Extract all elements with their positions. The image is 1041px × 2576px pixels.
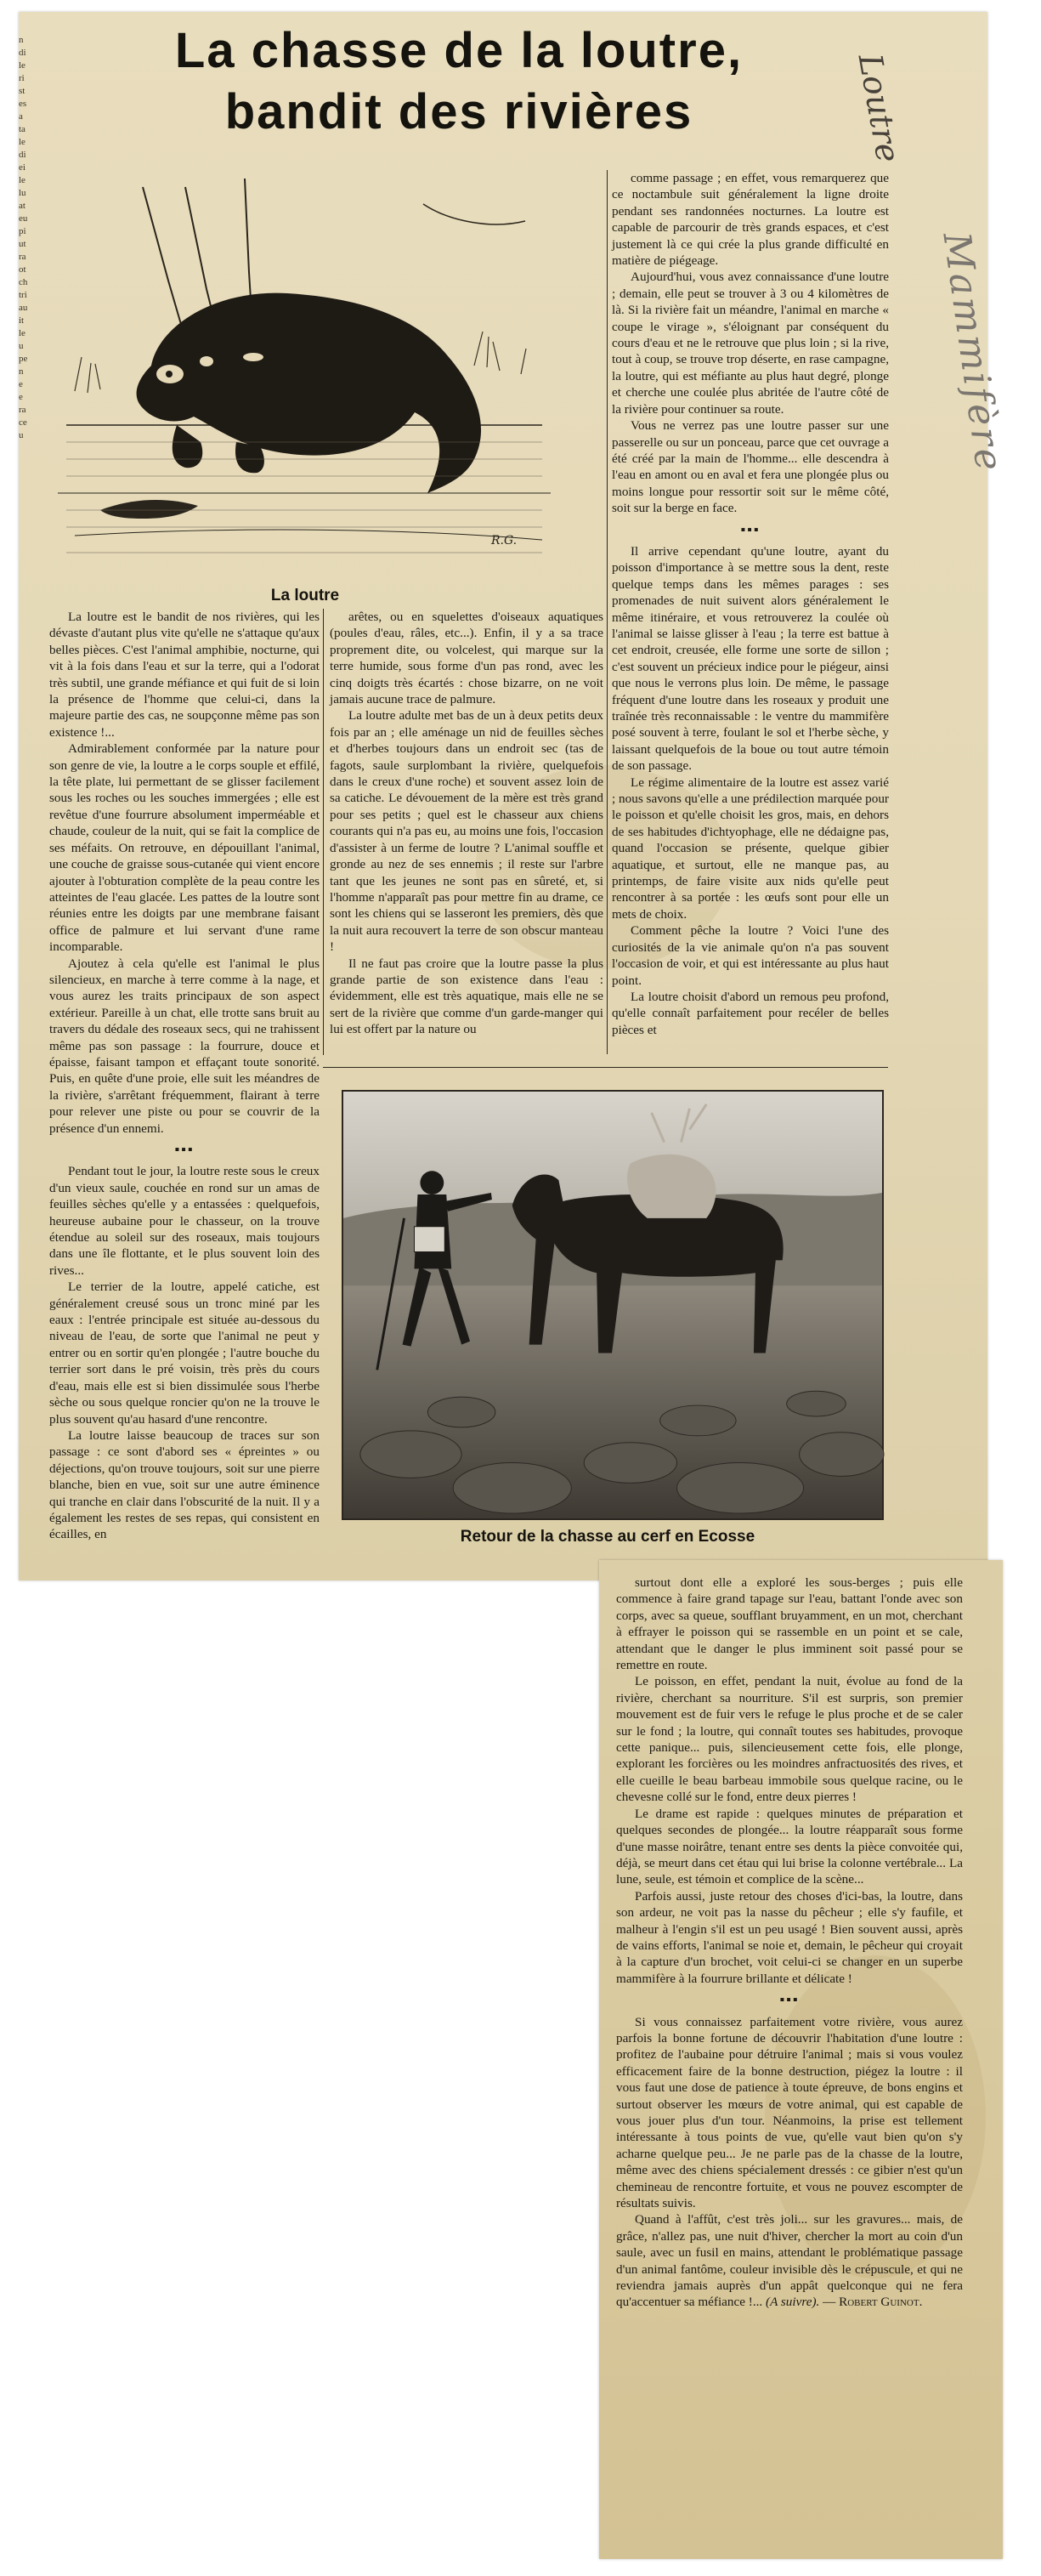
illustration-signature: R.G. xyxy=(491,534,518,548)
edge-fragment: ri xyxy=(19,73,25,83)
paragraph: Comment pêche la loutre ? Voici l'une des curiosités de la vie animale qu'on n'a pas souvent l'occasion de voir, et qui est intéressante au plus haut point. xyxy=(612,923,889,988)
paragraph: Ajoutez à cela qu'elle est l'animal le plus silencieux, en marche à terre comme à la nage, et vous aurez les traits principaux de son aspect extérieur. Pareille à un chat, elle trotte sans bruit au travers du dédale des roseaux secs, qui ne trahissent même pas son passage : la fourrure, douce et épaisse, faisant tampon et effaçant toute sonorité. Puis, en quête d'une proie, elle suit les méandres de la rivière, s'arrêtant fréquemment, flairant à terre pour relever une piste ou pour se couvrir de la présence d'un ennemi. xyxy=(49,956,320,1136)
edge-fragment: ce xyxy=(19,417,27,428)
section-separator: ▪▪▪ xyxy=(740,522,761,537)
edge-fragment: ra xyxy=(19,405,26,415)
hunting-photo xyxy=(342,1090,884,1520)
edge-fragment: st xyxy=(19,86,25,96)
edge-fragment: pi xyxy=(19,226,26,236)
otter-drawing xyxy=(49,170,561,565)
edge-fragment: ra xyxy=(19,252,26,262)
edge-fragment: e xyxy=(19,379,23,389)
edge-fragment: di xyxy=(19,150,26,160)
article-title xyxy=(34,20,884,143)
edge-fragment: le xyxy=(19,60,25,71)
edge-fragment: le xyxy=(19,175,25,185)
paragraph: Il ne faut pas croire que la loutre passe la plus grande partie de son existence dans l'eau : évidemment, elle est très aquatique, mais elle ne se sert de la rivière que comme d'un garde-manger qui lui est offert par la nature ou xyxy=(330,956,603,1037)
article-column-3 xyxy=(612,170,889,1059)
otter-illustration xyxy=(49,170,561,565)
paragraph-text: Quand à l'affût, c'est très joli... sur les gravures... mais, de grâce, n'allez pas, une nuit d'hiver, chercher la mort au coin d'un saule, avec un fusil en mains, attendant le problématique passage d'un animal fantôme, couleur invisible dès le crépuscule, et qui ne reviendra jamais auprès d'un appât quelconque qui ne fera qu'accentuer sa méfiance !... xyxy=(616,2212,963,2310)
clipped-edge-text xyxy=(19,34,32,1479)
edge-fragment: ch xyxy=(19,277,28,287)
photo-image xyxy=(343,1092,882,1518)
title-line-1: La chasse de la loutre, xyxy=(174,23,744,78)
photo-rule xyxy=(323,1067,888,1068)
paragraph: La loutre adulte met bas de un à deux petits deux fois par an ; elle aménage un nid de feuilles sèches et d'herbes toujours dans un endroit sec (tas de fagots, saule surplombant la rivière, quelquefois dans le creux d'une roche) et souvent assez loin de sa catiche. Le dévouement de la mère est très grand pour ses petits ; quel est le chasseur aux chiens courants qui n'a pas eu, au moins une fois, l'occasion d'assister à un ferme de loutre ? L'animal souffle et gronde au nez de ses ennemis ; il reste sur l'arbre tant que les jeunes ne sont pas en sûreté, et, si l'homme n'apparaît pas pour mettre fin au drame, ce sont les chiens qui se lasseront les premiers, dès que la nuit aura recouvert la terre de son obscur manteau ! xyxy=(330,708,603,955)
paragraph: Pendant tout le jour, la loutre reste sous le creux d'un vieux saule, couchée en rond sur un amas de feuilles sèches qu'elle y a entassées : quelquefois, heureuse aubaine pour le chasseur, on la trouve étendue au soleil sur des roseaux, mais toujours dans une île flottante, et le plus souvent loin des rives... xyxy=(49,1164,320,1278)
edge-fragment: ta xyxy=(19,124,25,134)
paragraph: Vous ne verrez pas une loutre passer sur une passerelle ou sur un ponceau, parce que cet ouvrage a été créé par la main de l'homme... elle descendra à l'eau en amont ou en aval et fera une plongée plus ou moins longue pour ressortir soit sur le même côté, soit sur la berge en face. xyxy=(612,418,889,516)
paragraph: comme passage ; en effet, vous remarquerez que ce noctambule suit généralement la ligne droite pendant ses randonnées nocturnes. La loutre est capable de parcourir de très grands espaces, et c'est justement là ce qui crée la plus grande difficulté en matière de piégeage. xyxy=(612,171,889,269)
paragraph: Admirablement conformée par la nature pour son genre de vie, la loutre a le corps souple et effilé, la tête plate, lui permettant de se glisser facilement sous les roches ou les souches immergées ; elle est revêtue d'une fourrure absolument imperméable et chaude, couleur de la nuit, qui se fait la complice de ses méfaits. On retrouve, en dépouillant l'animal, une couche de graisse sous-cutanée qui vient encore ajouter à l'obturation complète de la peau contre les atteintes de l'eau glacée. Les pattes de la loutre sont réunies entre les doigts par une membrane faisant office de palmure et lui servant d'une rame incomparable. xyxy=(49,741,320,955)
paragraph: Il arrive cependant qu'une loutre, ayant du poisson d'importance à se mettre sous la dent, reste quelque temps dans les mêmes parages : ses promenades de nuit suivent alors généralement le même itinéraire, et vous retrouverez la coulée où l'animal se laisse glisser à l'eau ; la terre est battue à cet endroit, creusée, elle forme une sorte de sillon ; c'est souvent un précieux indice pour le piégeur, ainsi que nous le verrons plus loin. De même, le passage fréquent d'une loutre dans les roseaux y produit une traînée très reconnaissable : le ventre du mammifère posé souvent à terre, foulant le sol et l'herbe sèche, y laissant quelquefois de la boue ou tout autre témoin de son passage. xyxy=(612,543,889,774)
edge-fragment: at xyxy=(19,201,25,211)
edge-fragment: u xyxy=(19,430,24,440)
paragraph: Aujourd'hui, vous avez connaissance d'une loutre ; demain, elle peut se trouver à 3 ou 4 kilomètres de là. Si la rivière fait un méandre, l'animal en marche « coupe le virage », s'éloignant par conséquent du cours d'eau et ne le retrouve que plus loin ; si la rive, tout à coup, se trouve trop déserte, en rase campagne, la loutre, qui est méfiante au plus haut degré, plonge et cherche une coulée plus abritée de l'autre côté de la rivière pour continuer sa route. xyxy=(612,270,889,417)
edge-fragment: lu xyxy=(19,188,26,198)
handwritten-note-loutre: Loutre xyxy=(851,51,908,166)
edge-fragment: le xyxy=(19,137,25,147)
photo-caption: Retour de la chasse au cerf en Ecosse xyxy=(460,1528,755,1546)
paragraph: Le poisson, en effet, pendant la nuit, évolue au fond de la rivière, cherchant sa nourriture. S'il est surpris, son premier mouvement est de fuir vers le refuge le plus proche et de se caler sur le fond ; la loutre, qui connaît toutes ses habitudes, provoque cette panique... puis, silencieusement cette fois, elle plonge, explorant les forcières ou les moindres anfractuosités des rives, et elle cueille le beau barbeau immobile sous quelque racine, ou le chevesne collé sur le fond, entre deux pierres ! xyxy=(616,1674,963,1805)
signature-separator: — xyxy=(823,2295,836,2310)
edge-fragment: ut xyxy=(19,239,26,249)
column-rule xyxy=(323,609,324,1055)
paragraph-final xyxy=(616,2211,963,2310)
edge-fragment: pe xyxy=(19,354,28,364)
edge-fragment: le xyxy=(19,328,25,338)
title-line-2: bandit des rivières xyxy=(224,84,693,139)
edge-fragment: e xyxy=(19,392,23,402)
paragraph: La loutre est le bandit de nos rivières, qui les dévaste d'autant plus vite qu'elle ne s'attaque qu'aux belles pièces. C'est l'animal amphibie, nocturne, qui vit à la fois dans l'eau et sur la terre, qui a l'odorat très subtil, une grande méfiance et qui fuit de si loin la présence de l'homme que celui-ci, dans la majeure partie des cas, ne soupçonne même pas son existence !... xyxy=(49,610,320,740)
paragraph: Le régime alimentaire de la loutre est assez varié ; nous savons qu'elle a une prédilection marquée pour le poisson et qu'elle choisit les gros, mais, en dehors de ses habitudes d'ichtyophage, elle ne dédaigne pas, quand l'occasion se présente, quelque gibier aquatique, et surtout, elle ne manque pas, au printemps, de faire visite aux nids qu'elle peut rencontrer à sa portée : les œufs sont pour elle un mets de choix. xyxy=(612,775,889,922)
paragraph: Le drame est rapide : quelques minutes de préparation et quelques secondes de plongée... la loutre réapparaît sous forme d'une masse noirâtre, tenant entre ses dents la pièce convoitée qui, déjà, se meurt dans cet étau qui lui brise la colonne vertébrale... La lune, seule, est témoin et complice de la scène... xyxy=(616,1806,963,1887)
column-rule xyxy=(607,170,608,1054)
edge-fragment: au xyxy=(19,303,28,313)
edge-fragment: ot xyxy=(19,264,26,275)
section-separator: ▪▪▪ xyxy=(779,1993,800,2008)
edge-fragment: di xyxy=(19,48,26,58)
illustration-caption: La loutre xyxy=(270,587,340,604)
edge-fragment: tri xyxy=(19,290,27,300)
edge-fragment: n xyxy=(19,35,24,45)
paragraph: La loutre laisse beaucoup de traces sur son passage : ce sont d'abord ses « épreintes » ou déjections, qu'on trouve toujours, soit sur une pierre blanche, bien en vue, soit sur une autre éminence qui tranche en clair dans l'obscurité de la nuit. Il y a également les restes de ses repas, qui consistent en écailles, en xyxy=(49,1427,320,1542)
section-separator: ▪▪▪ xyxy=(174,1143,195,1157)
paragraph: La loutre choisit d'abord un remous peu profond, qu'elle connaît parfaitement pour recéler de belles pièces et xyxy=(612,989,889,1037)
paragraph: Le terrier de la loutre, appelé catiche, est généralement creusé sous un tronc miné par les eaux : l'entrée principale est située au-dessous du niveau de l'eau, de sorte que l'animal ne peut y entrer ou en sortir qu'en plongée ; l'autre bouche du terrier sort dans le pré voisin, très près du cours d'eau, mais elle est si bien dissimulée sous l'herbe sèche ou sous quelque roncier qu'on ne la trouve le plus souvent qu'au hasard d'une rencontre. xyxy=(49,1279,320,1427)
edge-fragment: a xyxy=(19,111,23,122)
article-column-4 xyxy=(616,1575,963,2552)
handwritten-note-mammifere: Mammifère xyxy=(934,230,1011,476)
edge-fragment: eu xyxy=(19,213,28,224)
article-column-1 xyxy=(49,609,320,1542)
paragraph: Parfois aussi, juste retour des choses d'ici-bas, la loutre, dans son ardeur, ne voit pas la nasse du pêcheur ; elle s'y faufile, et malheur à l'engin s'il est un peu usagé ! Bien souvent aussi, après de vains efforts, l'animal se noie et, demain, le pêcheur qui croyait à la capture d'un brochet, voit celui-ci se changer en un superbe mammifère à la fourrure brillante et délicate ! xyxy=(616,1888,963,1986)
edge-fragment: es xyxy=(19,99,27,109)
edge-fragment: ei xyxy=(19,162,25,173)
article-column-2 xyxy=(330,609,603,1059)
paragraph: surtout dont elle a exploré les sous-berges ; puis elle commence à faire grand tapage sur l'eau, battant l'onde avec son corps, avec sa queue, soufflant bruyamment, en un mot, cherchant à effrayer le poisson qui se rassemble en un point et se cale, attendant que le danger le plus imminent soit passé pour se remettre en route. xyxy=(616,1575,963,1673)
paragraph: Si vous connaissez parfaitement votre rivière, vous aurez parfois la bonne fortune de découvrir l'habitation d'une loutre : profitez de l'aubaine pour détruire l'animal ; mais si vous voulez efficacement faire de la bonne destruction, piégez la loutre : il vous faut une dose de patience à toute épreuve, de bons engins et surtout observer les mœurs de votre animal, qui est capable de vous jouer plus d'un tour. Néanmoins, la prise est tellement intéressante à tous points de vue, qu'elle vaut bien qu'on s'y acharne quelque peu... Je ne parle pas de la chasse de la loutre, même avec des chiens spécialement dressés : ce gibier n'est qu'un chemineau de rencontre fortuite, et vous ne pouvez escompter de résultats suivis. xyxy=(616,2014,963,2211)
paragraph: arêtes, ou en squelettes d'oiseaux aquatiques (poules d'eau, râles, etc...). Enfin, il y a sa trace proprement dite, ou volcelest, qui marque sur la terre humide, sous forme d'un pas rond, avec les cinq doigts très écartés : chose bizarre, on ne voit jamais aucune trace de palmure. xyxy=(330,610,603,707)
edge-fragment: u xyxy=(19,341,24,351)
to-be-continued: (A suivre). xyxy=(766,2295,820,2310)
edge-fragment: it xyxy=(19,315,25,326)
edge-fragment: n xyxy=(19,366,24,377)
author-signature: Robert Guinot. xyxy=(839,2295,923,2310)
